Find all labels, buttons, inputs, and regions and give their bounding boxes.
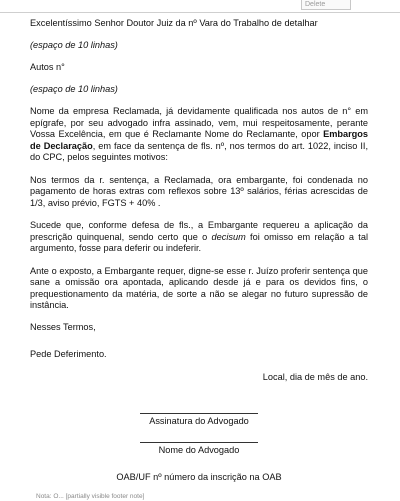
paragraph-request: Ante o exposto, a Embargante requer, digne-se esse r. Juízo proferir sentença que sane a omissão ora apontada, aplicando desde já e para os devidos fins, o prequestionamento da matéria, de sorte a não se alegar no futuro supressão de instância.	[30, 265, 368, 310]
intro-text-2: , em face da sentença de fls. nº, nos termos do art. 1022, inciso II, do CPC, pelos seguintes motivos:	[30, 140, 368, 162]
intro-bold-title: Embargos de Declaração	[30, 129, 368, 151]
intro-text-1: Nome da empresa Reclamada, já devidamente qualificada nos autos de n° em epígrafe, por seu advogado infra assinado, vem, mui respeitosamente, perante Vossa Excelência, em que é Reclamante Nome do Reclamante, opor	[30, 106, 368, 139]
closing-request: Pede Deferimento.	[30, 349, 107, 359]
signature-block	[30, 413, 368, 484]
place-date-line: Local, dia de mês de ano.	[262, 371, 368, 382]
document-body	[30, 18, 368, 484]
space-note-2: (espaço de 10 linhas)	[30, 83, 118, 94]
paragraph-condemnation: Nos termos da r. sentença, a Reclamada, ora embargante, foi condenada no pagamento de horas extras com reflexos sobre 13º salários, férias acrescidas de 1/3, aviso prévio, FGTS + 40% .	[30, 174, 368, 208]
paragraph-omission	[30, 220, 368, 255]
intro-paragraph	[30, 106, 368, 164]
para3-italic: decisum	[211, 231, 246, 242]
name-line	[140, 442, 258, 443]
para3-text-1: Sucede que, conforme defesa de fls., a Embargante requereu a aplicação da prescrição quinquenal, sendo certo que o	[30, 220, 368, 242]
para3-text-2: foi omisso em relação a tal argumento, fosse para deferir ou indeferir.	[30, 231, 368, 253]
closing-terms: Nesses Termos,	[30, 321, 96, 332]
delete-button[interactable]: Delete	[301, 0, 351, 10]
addressee-line: Excelentíssimo Senhor Doutor Juiz da nº Vara do Trabalho de detalhar	[30, 18, 318, 28]
signature-line	[140, 413, 258, 414]
oab-line: OAB/UF nº número da inscrição na OAB	[116, 472, 282, 482]
signature-label: Assinatura do Advogado	[149, 416, 249, 426]
autos-line: Autos n°	[30, 62, 65, 72]
space-note-1: (espaço de 10 linhas)	[30, 39, 118, 50]
lawyer-name-label: Nome do Advogado	[158, 444, 240, 455]
footer-note: Nota: O... [partially visible footer note]	[36, 493, 145, 500]
